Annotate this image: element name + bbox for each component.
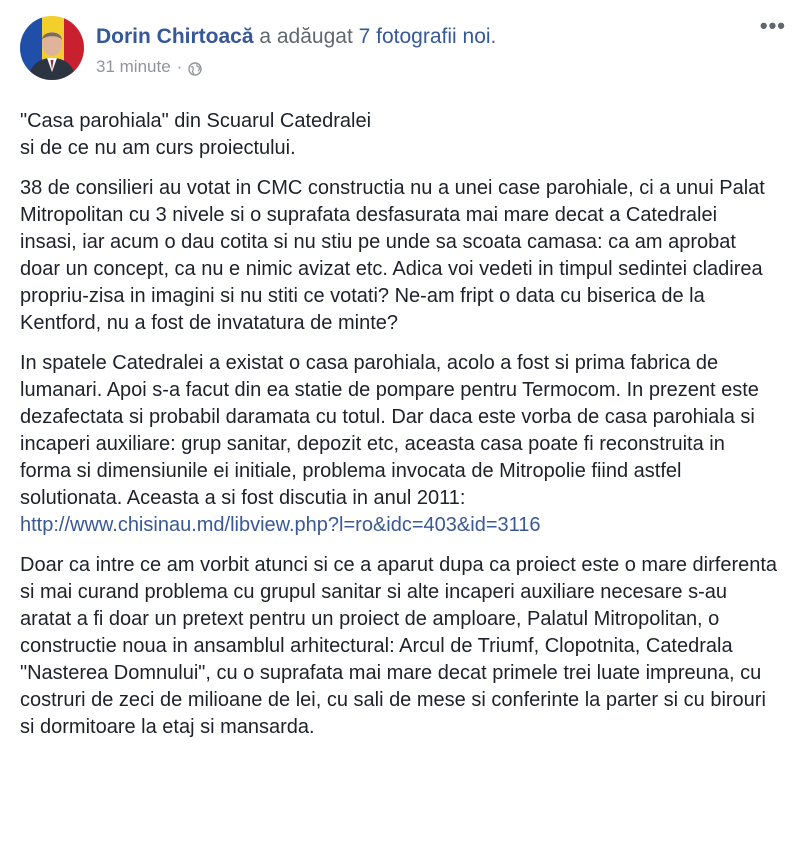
post-action-end: . [490,25,497,48]
post-body [20,108,778,741]
post-meta [96,14,496,78]
post-header [20,14,778,94]
more-options-icon[interactable]: ••• [759,13,786,38]
avatar-image [20,16,84,80]
post-paragraph-4: Doar ca intre ce am vorbit atunci si ce a aparut dupa ca proiect este o mare dirferenta si mai curand problema cu grupul sanitar si alte incaperi auxiliare necesare s-au aratat a fi doar un pretext pentru un proiect de amploare, Palatul Mitropolitan, o constructie noua in ansamblul arhitectural: Arcul de Triumf, Clopotnita, Catedrala "Nasterea Domnului", cu o suprafata mai mare decat primele trei luate impreuna, cu costruri de zeci de milioane de lei, cu sali de mese si conferinte la parter si cu birouri si dormitoare la etaj si mansarda. [20,554,778,738]
meta-separator: · [176,57,183,76]
author-avatar[interactable] [20,16,84,80]
post-paragraph-2: 38 de consilieri au votat in CMC constructia nu a unei case parohiale, ci a unui Palat Mitropolitan cu 3 nivele si o suprafata desfasurata mai mare decat a Catedralei insasi, iar acum o dau cotita si nu stiu pe unde sa scoata camasa: ca am aprobat doar un concept, ca nu e nimic avizat etc. Adica voi vedeti in timpul sedintei cladirea propriu-zisa in imagini si nu stiti ce votati? Ne-am fript o data cu biserica de la Kentford, nu a fost de invatatura de minte? [20,177,765,334]
post-paragraph-3-text: In spatele Catedralei a existat o casa parohiala, acolo a fost si prima fabrica de lumanari. Apoi s-a facut din ea statie de pompare pentru Termocom. In prezent este dezafectata si probabil daramata cu totul. Dar daca este vorba de casa parohiala si incaperi auxiliare: grup sanitar, depozit etc, aceasta casa poate fi reconstruita in forma si dimensiunile ei initiale, problema invocata de Mitropolie fiind astfel solutionata. Aceasta a si fost discutia in anul 2011: [20,352,759,509]
post-action-text: a adăugat [253,25,359,48]
post-title-line [96,24,496,50]
post-subline [96,56,496,78]
author-name[interactable]: Dorin Chirtoacă [96,25,254,48]
globe-icon[interactable] [188,60,202,74]
post-paragraph-1: "Casa parohiala" din Scuarul Catedralei si de ce nu am curs proiectului. [20,110,372,159]
photos-link[interactable]: 7 fotografii noi [358,25,491,48]
post-timestamp[interactable]: 31 minute [96,57,171,76]
post-paragraph-3 [20,350,778,539]
chisinau-link[interactable]: http://www.chisinau.md/libview.php?l=ro&idc=403&id=3116 [20,514,541,536]
